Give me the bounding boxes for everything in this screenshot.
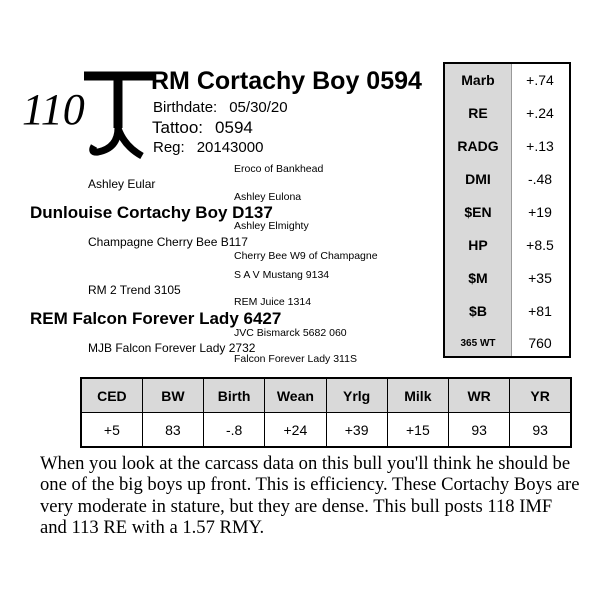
pedigree-sire: Dunlouise Cortachy Boy D137: [30, 203, 273, 222]
reg-label: Reg:: [153, 139, 185, 156]
epd-side-label: $EN: [464, 204, 492, 220]
pedigree-dam-sire-sire: S A V Mustang 9134: [234, 269, 330, 281]
birthdate-value: 05/30/20: [229, 99, 288, 116]
tattoo-label: Tattoo:: [152, 118, 204, 137]
epd-side-row: [445, 97, 569, 130]
epd-bottom-value: -.8: [204, 413, 265, 448]
epd-bottom-value: +5: [81, 413, 142, 448]
pedigree-sire-sire-sire: Eroco of Bankhead: [234, 163, 324, 175]
epd-side-value: +81: [528, 303, 552, 319]
epd-side-value: -.48: [527, 171, 553, 187]
epd-bottom-header: BW: [142, 378, 203, 413]
tattoo-line: [152, 118, 253, 138]
epd-bottom-value: +24: [265, 413, 326, 448]
epd-side-row: [445, 64, 569, 97]
brand-mark-icon: [84, 66, 154, 162]
epd-bottom-value: +39: [326, 413, 387, 448]
epd-side-row: [445, 163, 569, 196]
epd-side-value: +35: [528, 270, 552, 286]
pedigree-dam-dam-sire: JVC Bismarck 5682 060: [234, 327, 347, 339]
epd-side-table: [443, 62, 571, 358]
birthdate-line: [153, 99, 288, 117]
epd-side-row: [445, 262, 569, 295]
pedigree-sire-dam: Champagne Cherry Bee B117: [88, 235, 248, 249]
epd-side-row: [445, 327, 569, 360]
epd-bottom-header: Yrlg: [326, 378, 387, 413]
birthdate-label: Birthdate:: [153, 99, 218, 116]
pedigree-dam-dam: MJB Falcon Forever Lady 2732: [88, 341, 256, 355]
epd-bottom-header: CED: [81, 378, 142, 413]
epd-side-label: 365 WT: [460, 338, 496, 349]
epd-side-label: $M: [468, 270, 488, 286]
tattoo-value: 0594: [215, 118, 253, 137]
epd-side-row: [445, 130, 569, 163]
epd-side-label: $B: [469, 303, 487, 319]
epd-side-row: [445, 229, 569, 262]
pedigree-dam-sire-dam: REM Juice 1314: [234, 296, 312, 308]
epd-side-value: 760: [528, 335, 552, 351]
epd-side-label: HP: [468, 237, 488, 253]
epd-side-value: +.74: [526, 72, 554, 88]
epd-bottom-header: YR: [510, 378, 571, 413]
lot-number: 110: [22, 85, 85, 134]
animal-name: RM Cortachy Boy 0594: [151, 67, 422, 95]
epd-bottom-value: 93: [449, 413, 510, 448]
epd-bottom-value: 93: [510, 413, 571, 448]
epd-side-label: RE: [468, 105, 488, 121]
epd-side-value: +.13: [526, 138, 554, 154]
reg-value: 20143000: [196, 139, 264, 156]
epd-side-label: RADG: [457, 138, 499, 154]
epd-bottom-header: Birth: [204, 378, 265, 413]
epd-bottom-header-row: [81, 378, 571, 413]
epd-bottom-table: [80, 377, 572, 448]
epd-bottom-header: Milk: [387, 378, 448, 413]
reg-line: [153, 139, 263, 157]
pedigree-sire-sire: Ashley Eular: [88, 177, 156, 191]
epd-side-value: +.24: [526, 105, 554, 121]
epd-side-row: [445, 196, 569, 229]
epd-bottom-header: WR: [449, 378, 510, 413]
epd-side-label: Marb: [461, 72, 495, 88]
epd-bottom-value: +15: [387, 413, 448, 448]
epd-side-label: DMI: [465, 171, 491, 187]
pedigree-dam: REM Falcon Forever Lady 6427: [30, 309, 282, 328]
pedigree-sire-dam-dam: Cherry Bee W9 of Champagne: [234, 250, 378, 262]
epd-side-value: +8.5: [526, 237, 554, 253]
pedigree-sire-dam-sire: Ashley Elmighty: [234, 220, 309, 232]
epd-side-value: +19: [528, 204, 552, 220]
lot-description: When you look at the carcass data on this bull you'll think he should be one of the big boys up front. This is efficiency. These Cortachy Boys are very moderate in stature, but they are dense. This bull posts 118 IMF and 113 RE with a 1.57 RMY.: [40, 453, 580, 538]
epd-side-row: [445, 295, 569, 328]
epd-bottom-header: Wean: [265, 378, 326, 413]
pedigree-dam-sire: RM 2 Trend 3105: [88, 283, 181, 297]
epd-bottom-value: 83: [142, 413, 203, 448]
epd-bottom-value-row: [81, 413, 571, 448]
pedigree-dam-dam-dam: Falcon Forever Lady 311S: [234, 353, 357, 365]
pedigree-sire-sire-dam: Ashley Eulona: [234, 191, 302, 203]
